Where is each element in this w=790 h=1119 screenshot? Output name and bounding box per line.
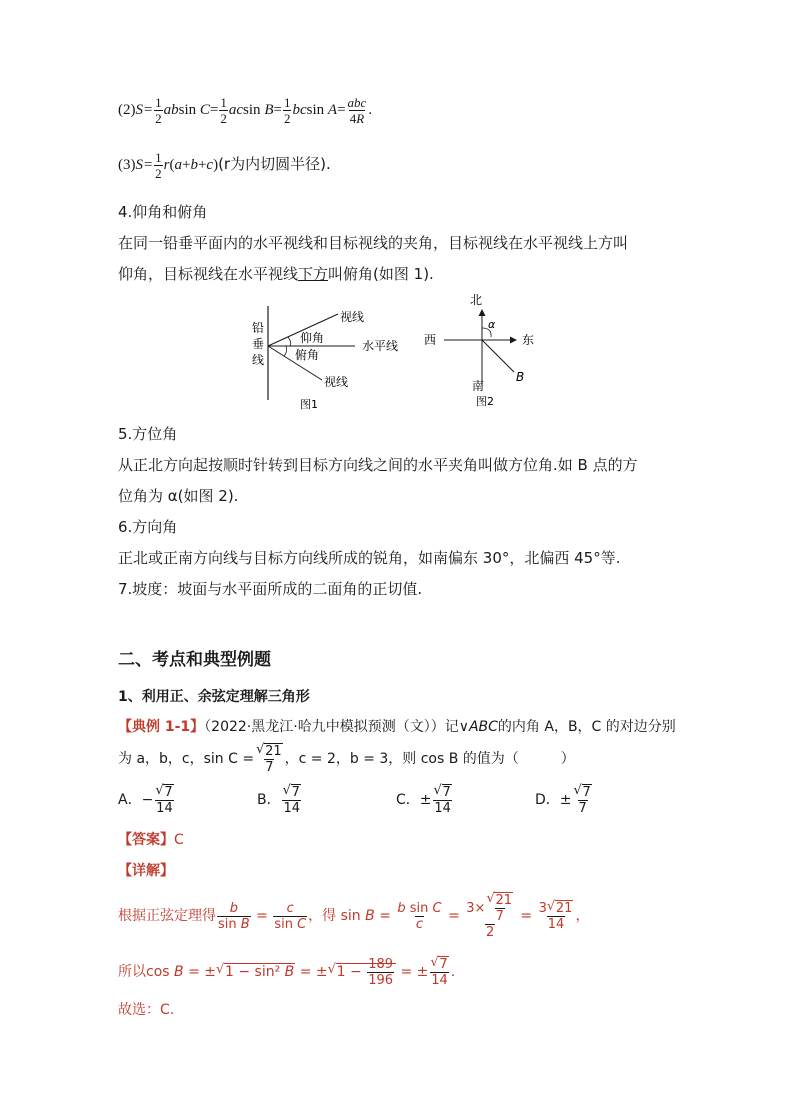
part-2-subheading: 1、利用正、余弦定理解三角形 [118, 689, 310, 705]
area-formula-3: (3)S= $\frac{1}{2}$ r(a+b+c)(r为内切圆半径). [118, 150, 331, 182]
section-6-line-1: 正北或正南方向线与目标方向线所成的锐角，如南偏东 30°，北偏西 45°等. [118, 549, 621, 567]
option-a[interactable]: A．− √ $\frac{7}{14}$ [118, 783, 176, 817]
figure-1-label-elevation: 仰角 [300, 331, 325, 345]
section-4-line-1: 在同一铅垂平面内的水平视线和目标视线的夹角，目标视线在水平视线上方叫 [118, 234, 629, 252]
figure-2-label-alpha: α [488, 318, 496, 331]
example-line-1: 【典例 1-1】（2022·黑龙江·哈九中模拟预测（文））记∨ABC的内角 A，B，C 的对边分别 [118, 719, 676, 735]
section-5-line-1: 从正北方向起按顺时针转到目标方向线之间的水平夹角叫做方位角.如 B 点的方 [118, 456, 638, 474]
fraction-half: $\frac{1}{2}$ [155, 95, 162, 127]
figure-1-label-vertical-1: 铅 [252, 321, 265, 335]
section-6-title: 6.方向角 [118, 518, 178, 536]
section-4-title: 4.仰角和俯角 [118, 203, 208, 221]
option-d[interactable]: D．± √ $\frac{7}{7}$ [535, 783, 594, 817]
section-5-title: 5.方位角 [118, 425, 178, 443]
detail-tag: 【详解】 [118, 863, 174, 879]
section-5-line-2: 位角为 α(如图 2). [118, 487, 239, 505]
detail-line-1: 根据正弦定理得 $\frac{b}{\text{sin B}}$ = $\frac{c}{\text{sin C}}$ ，得 sin B = $\frac{\text{b sin C}}{c}$ = 3× √ $\frac{21}{7}$ 2 = $\frac{3√ 21}{14}$ ， [118, 893, 589, 939]
figure-2-label-west: 西 [424, 333, 437, 347]
figure-2-label-point-b: B [516, 370, 525, 384]
example-tag: 【典例 1-1】 [118, 719, 205, 735]
option-c[interactable]: C．± √ $\frac{7}{14}$ [396, 783, 454, 817]
figure-2-azimuth [420, 290, 550, 410]
figure-1-label-vertical-3: 线 [252, 353, 265, 367]
figure-1-label-sight-lower: 视线 [324, 375, 349, 389]
figure-1-label-vertical-2: 垂 [252, 337, 265, 351]
detail-line-2: 所以cos B = ±√ 1 − sin² B = ±√ 1 − $\frac{189}{196}$ = ± √ $\frac{7}{14}$ . [118, 952, 455, 992]
conclusion-line: 故选：C. [118, 1002, 175, 1018]
figure-1-label-depression: 俯角 [295, 348, 320, 362]
part-2-heading: 二、考点和典型例题 [118, 650, 271, 670]
example-line-2: 为 a，b，c，sin C = √ $\frac{21}{7}$ ，c = 2，b = 3，则 cos B 的值为（ ） [118, 742, 575, 776]
figure-1-label-horizontal: 水平线 [362, 339, 399, 353]
section-7-line: 7.坡度：坡面与水平面所成的二面角的正切值. [118, 580, 423, 598]
section-4-line-2: 仰角，目标视线在水平视线下方叫俯角(如图 1). [118, 265, 434, 283]
figure-1-elevation-depression [250, 302, 410, 414]
answer-line [118, 829, 184, 849]
answer-tag: 【答案】 [118, 832, 174, 848]
figure-2-caption: 图2 [476, 395, 494, 408]
figure-2-label-east: 东 [522, 333, 535, 347]
answer-value: C [174, 832, 184, 848]
figure-1-caption: 图1 [300, 398, 318, 411]
figure-2-label-south: 南 [472, 379, 485, 393]
figure-1-label-sight-upper: 视线 [340, 310, 365, 324]
option-b[interactable]: B． √ $\frac{7}{14}$ [257, 783, 303, 817]
triangle-symbol: ∨ABC [458, 719, 498, 735]
figure-2-label-north: 北 [470, 293, 483, 307]
area-formula-2: (2)S= $\frac{1}{2}$ absin C= $\frac{1}{2}$ acsin B= $\frac{1}{2}$ bcsin A= $\frac{\text{abc}}{4R}$ . [118, 95, 373, 127]
